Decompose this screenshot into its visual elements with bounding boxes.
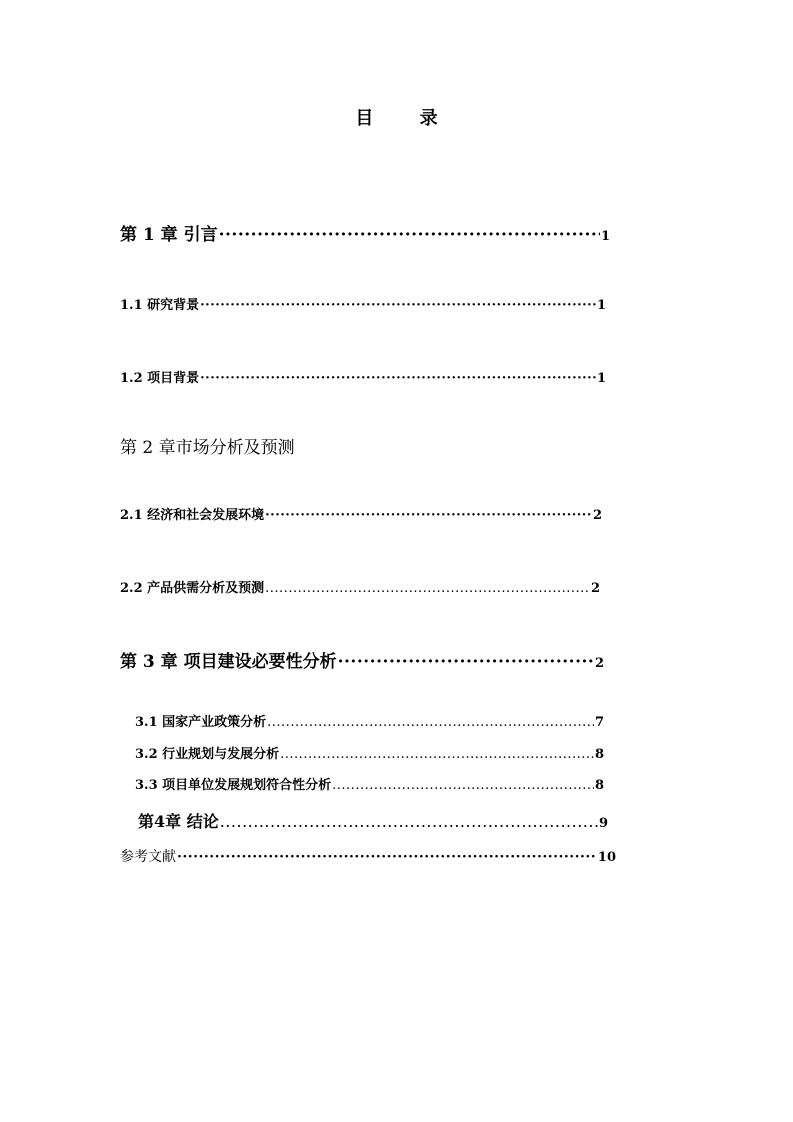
dot-leader (332, 778, 594, 793)
toc-entry-3-1[interactable] (135, 711, 604, 730)
toc-entry-label: 1.2 项目背景 (120, 371, 200, 386)
toc-entry-label: 1.1 研究背景 (120, 298, 200, 313)
dot-leader (267, 715, 594, 730)
toc-entry-page: 7 (594, 715, 604, 730)
toc-entry-1-1[interactable] (120, 294, 606, 313)
toc-entry-page: 2 (590, 581, 600, 596)
dot-leader (220, 812, 598, 831)
toc-entry-2-2[interactable] (120, 577, 600, 596)
toc-entry-page: 2 (592, 508, 602, 523)
toc-entry-label: 3.3 项目单位发展规划符合性分析 (135, 778, 332, 793)
dot-leader (338, 652, 594, 672)
toc-entry-page: 1 (600, 229, 610, 244)
toc-entry-page: 8 (594, 747, 604, 762)
toc-entry-chapter-4[interactable] (138, 809, 608, 832)
dot-leader (219, 225, 600, 245)
toc-entry-chapter-2[interactable] (120, 433, 295, 458)
toc-entry-label: 2.2 产品供需分析及预测 (120, 581, 265, 596)
dot-leader (200, 371, 596, 386)
toc-entry-page: 10 (597, 850, 616, 865)
toc-entry-1-2[interactable] (120, 367, 606, 386)
toc-entry-label: 第 2 章市场分析及预测 (120, 438, 295, 458)
toc-entry-label: 3.2 行业规划与发展分析 (135, 747, 280, 762)
dot-leader (265, 508, 592, 523)
toc-entry-references[interactable] (120, 846, 616, 866)
toc-entry-label: 3.1 国家产业政策分析 (135, 715, 267, 730)
toc-entry-page: 8 (594, 778, 604, 793)
toc-entry-label: 第 3 章 项目建设必要性分析 (120, 652, 337, 672)
dot-leader (280, 747, 594, 762)
toc-entry-page: 1 (596, 298, 606, 313)
toc-entry-2-1[interactable] (120, 504, 602, 523)
toc-entry-label: 第 1 章 引言 (120, 225, 218, 245)
toc-entry-chapter-1[interactable] (120, 220, 610, 245)
toc-entry-chapter-3[interactable] (120, 647, 604, 672)
toc-entry-page: 9 (598, 816, 608, 831)
toc-entry-page: 1 (596, 371, 606, 386)
dot-leader (177, 849, 597, 865)
dot-leader (200, 298, 596, 313)
dot-leader (265, 581, 590, 596)
toc-entry-label: 2.1 经济和社会发展环境 (120, 508, 265, 523)
toc-entry-3-2[interactable] (135, 743, 604, 762)
toc-entry-label: 参考文献 (120, 849, 176, 865)
toc-title: 目 录 (355, 108, 458, 129)
toc-entry-label: 第4章 结论 (138, 812, 219, 831)
toc-entry-3-3[interactable] (135, 774, 604, 793)
toc-entry-page: 2 (594, 656, 604, 671)
